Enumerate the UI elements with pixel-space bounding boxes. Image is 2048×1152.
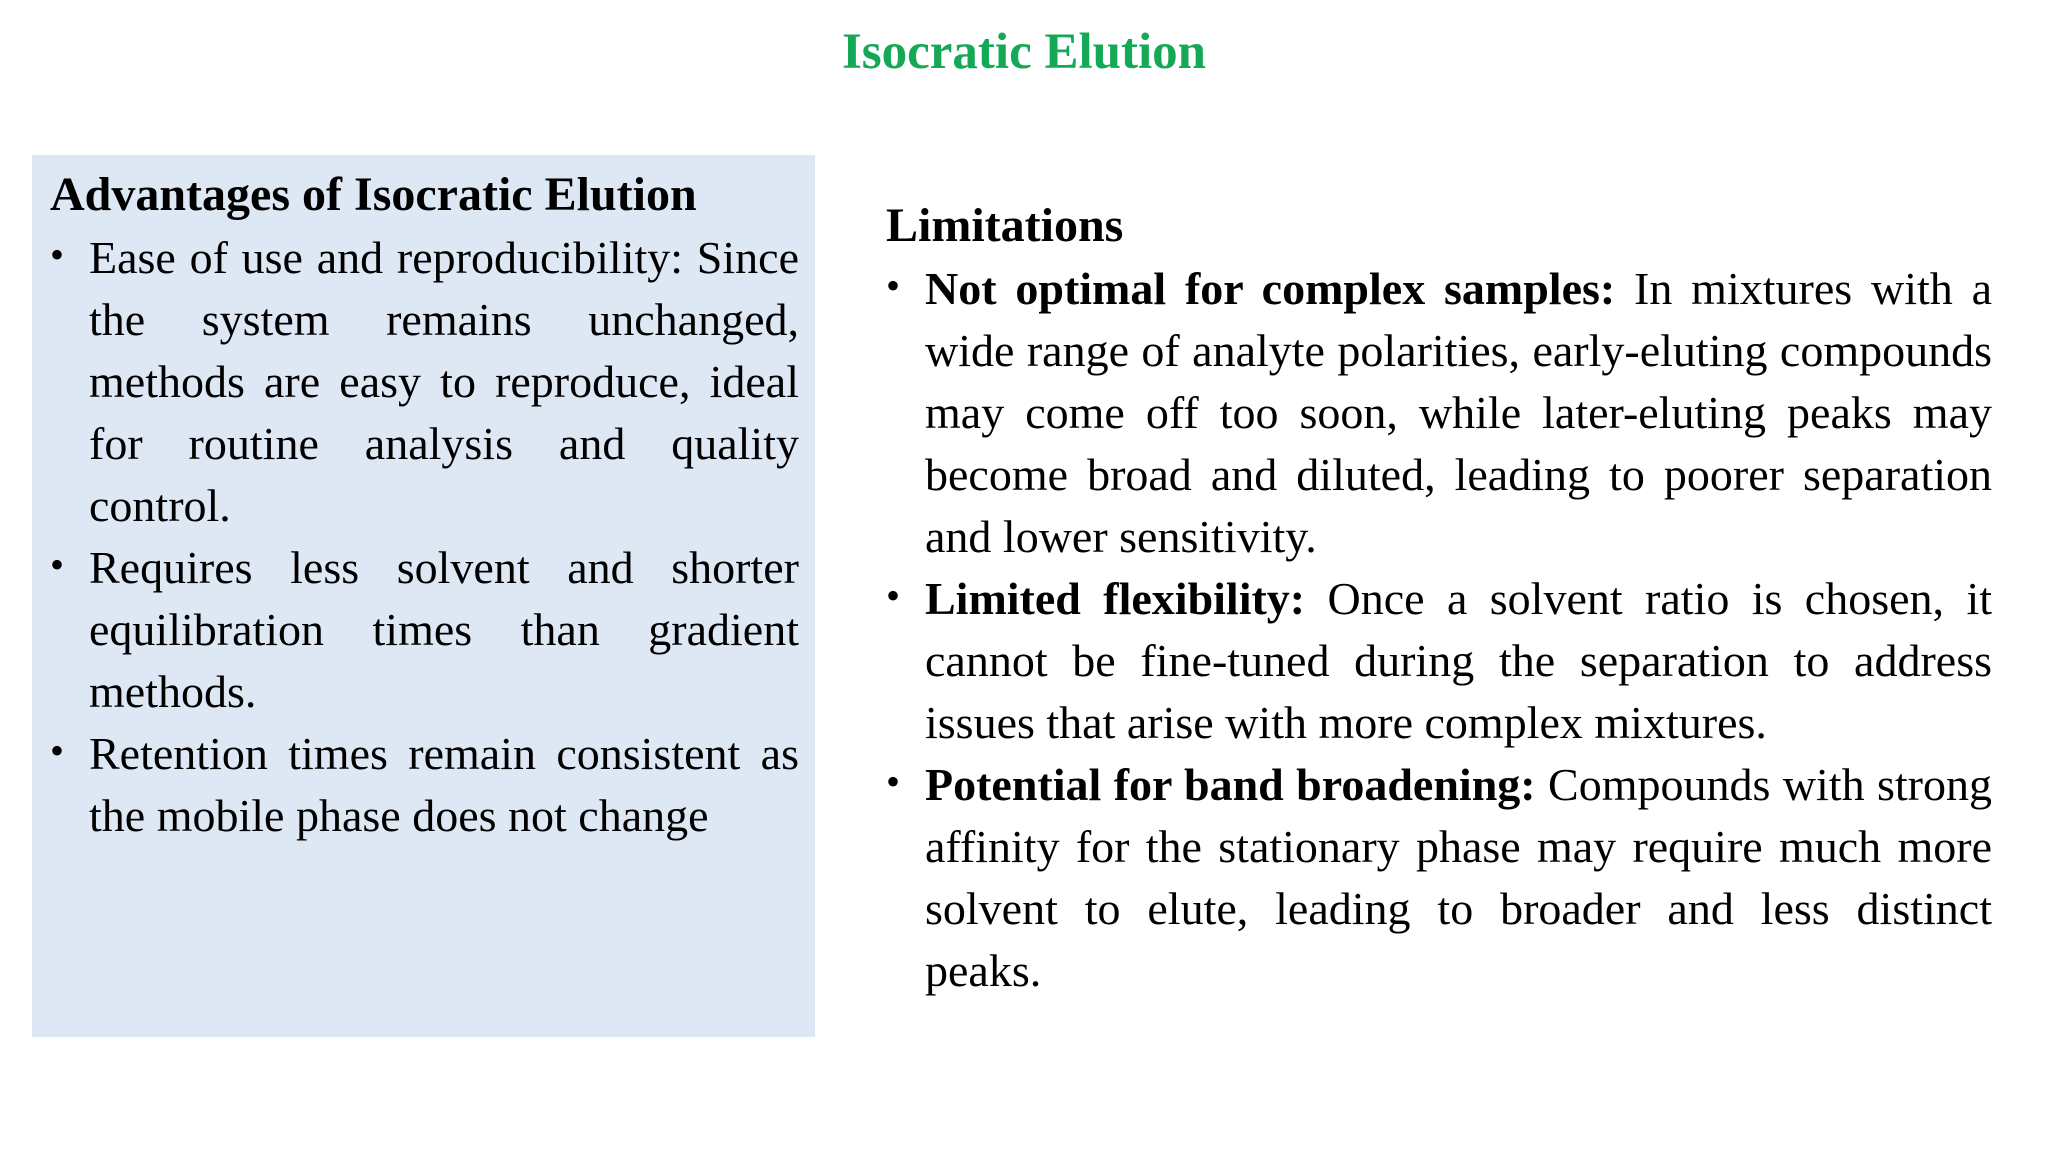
limitations-list xyxy=(886,258,1992,1002)
bullet-icon: • xyxy=(50,542,65,587)
limitation-lead: Limited flexibility: xyxy=(925,573,1306,624)
limitation-item xyxy=(886,568,1992,754)
advantage-text: Retention times remain consistent as the mobile phase does not change xyxy=(89,728,799,841)
advantages-list xyxy=(50,227,799,847)
bullet-icon: • xyxy=(886,759,901,804)
limitation-item xyxy=(886,754,1992,1002)
advantage-text: Requires less solvent and shorter equilibration times than gradient methods. xyxy=(89,542,799,717)
slide-title: Isocratic Elution xyxy=(841,24,1207,80)
limitation-lead: Potential for band broadening: xyxy=(925,759,1536,810)
limitation-text: In mixtures with a wide range of analyte polarities, early-eluting compounds may come off too soon, while later-eluting peaks may become broad and diluted, leading to poorer separation and lower sensitivity. xyxy=(925,263,1992,562)
advantage-item xyxy=(50,537,799,723)
advantage-item xyxy=(50,227,799,537)
limitations-section xyxy=(886,196,1992,1002)
limitation-item xyxy=(886,258,1992,568)
advantage-text: Ease of use and reproducibility: Since the system remains unchanged, methods are easy to reproduce, ideal for routine analysis and quality control. xyxy=(89,232,799,531)
limitation-text: Compounds with strong affinity for the stationary phase may require much more solvent to elute, leading to broader and less distinct peaks. xyxy=(925,759,1992,996)
advantage-item xyxy=(50,723,799,847)
advantages-heading: Advantages of Isocratic Elution xyxy=(50,168,697,221)
bullet-icon: • xyxy=(886,573,901,618)
bullet-icon: • xyxy=(50,232,65,277)
limitations-heading: Limitations xyxy=(886,199,1124,252)
bullet-icon: • xyxy=(886,263,901,308)
bullet-icon: • xyxy=(50,728,65,773)
advantages-box xyxy=(32,155,815,1037)
limitation-lead: Not optimal for complex samples: xyxy=(925,263,1616,314)
limitation-text: Once a solvent ratio is chosen, it cannot be fine-tuned during the separation to address issues that arise with more complex mixtures. xyxy=(925,573,1992,748)
